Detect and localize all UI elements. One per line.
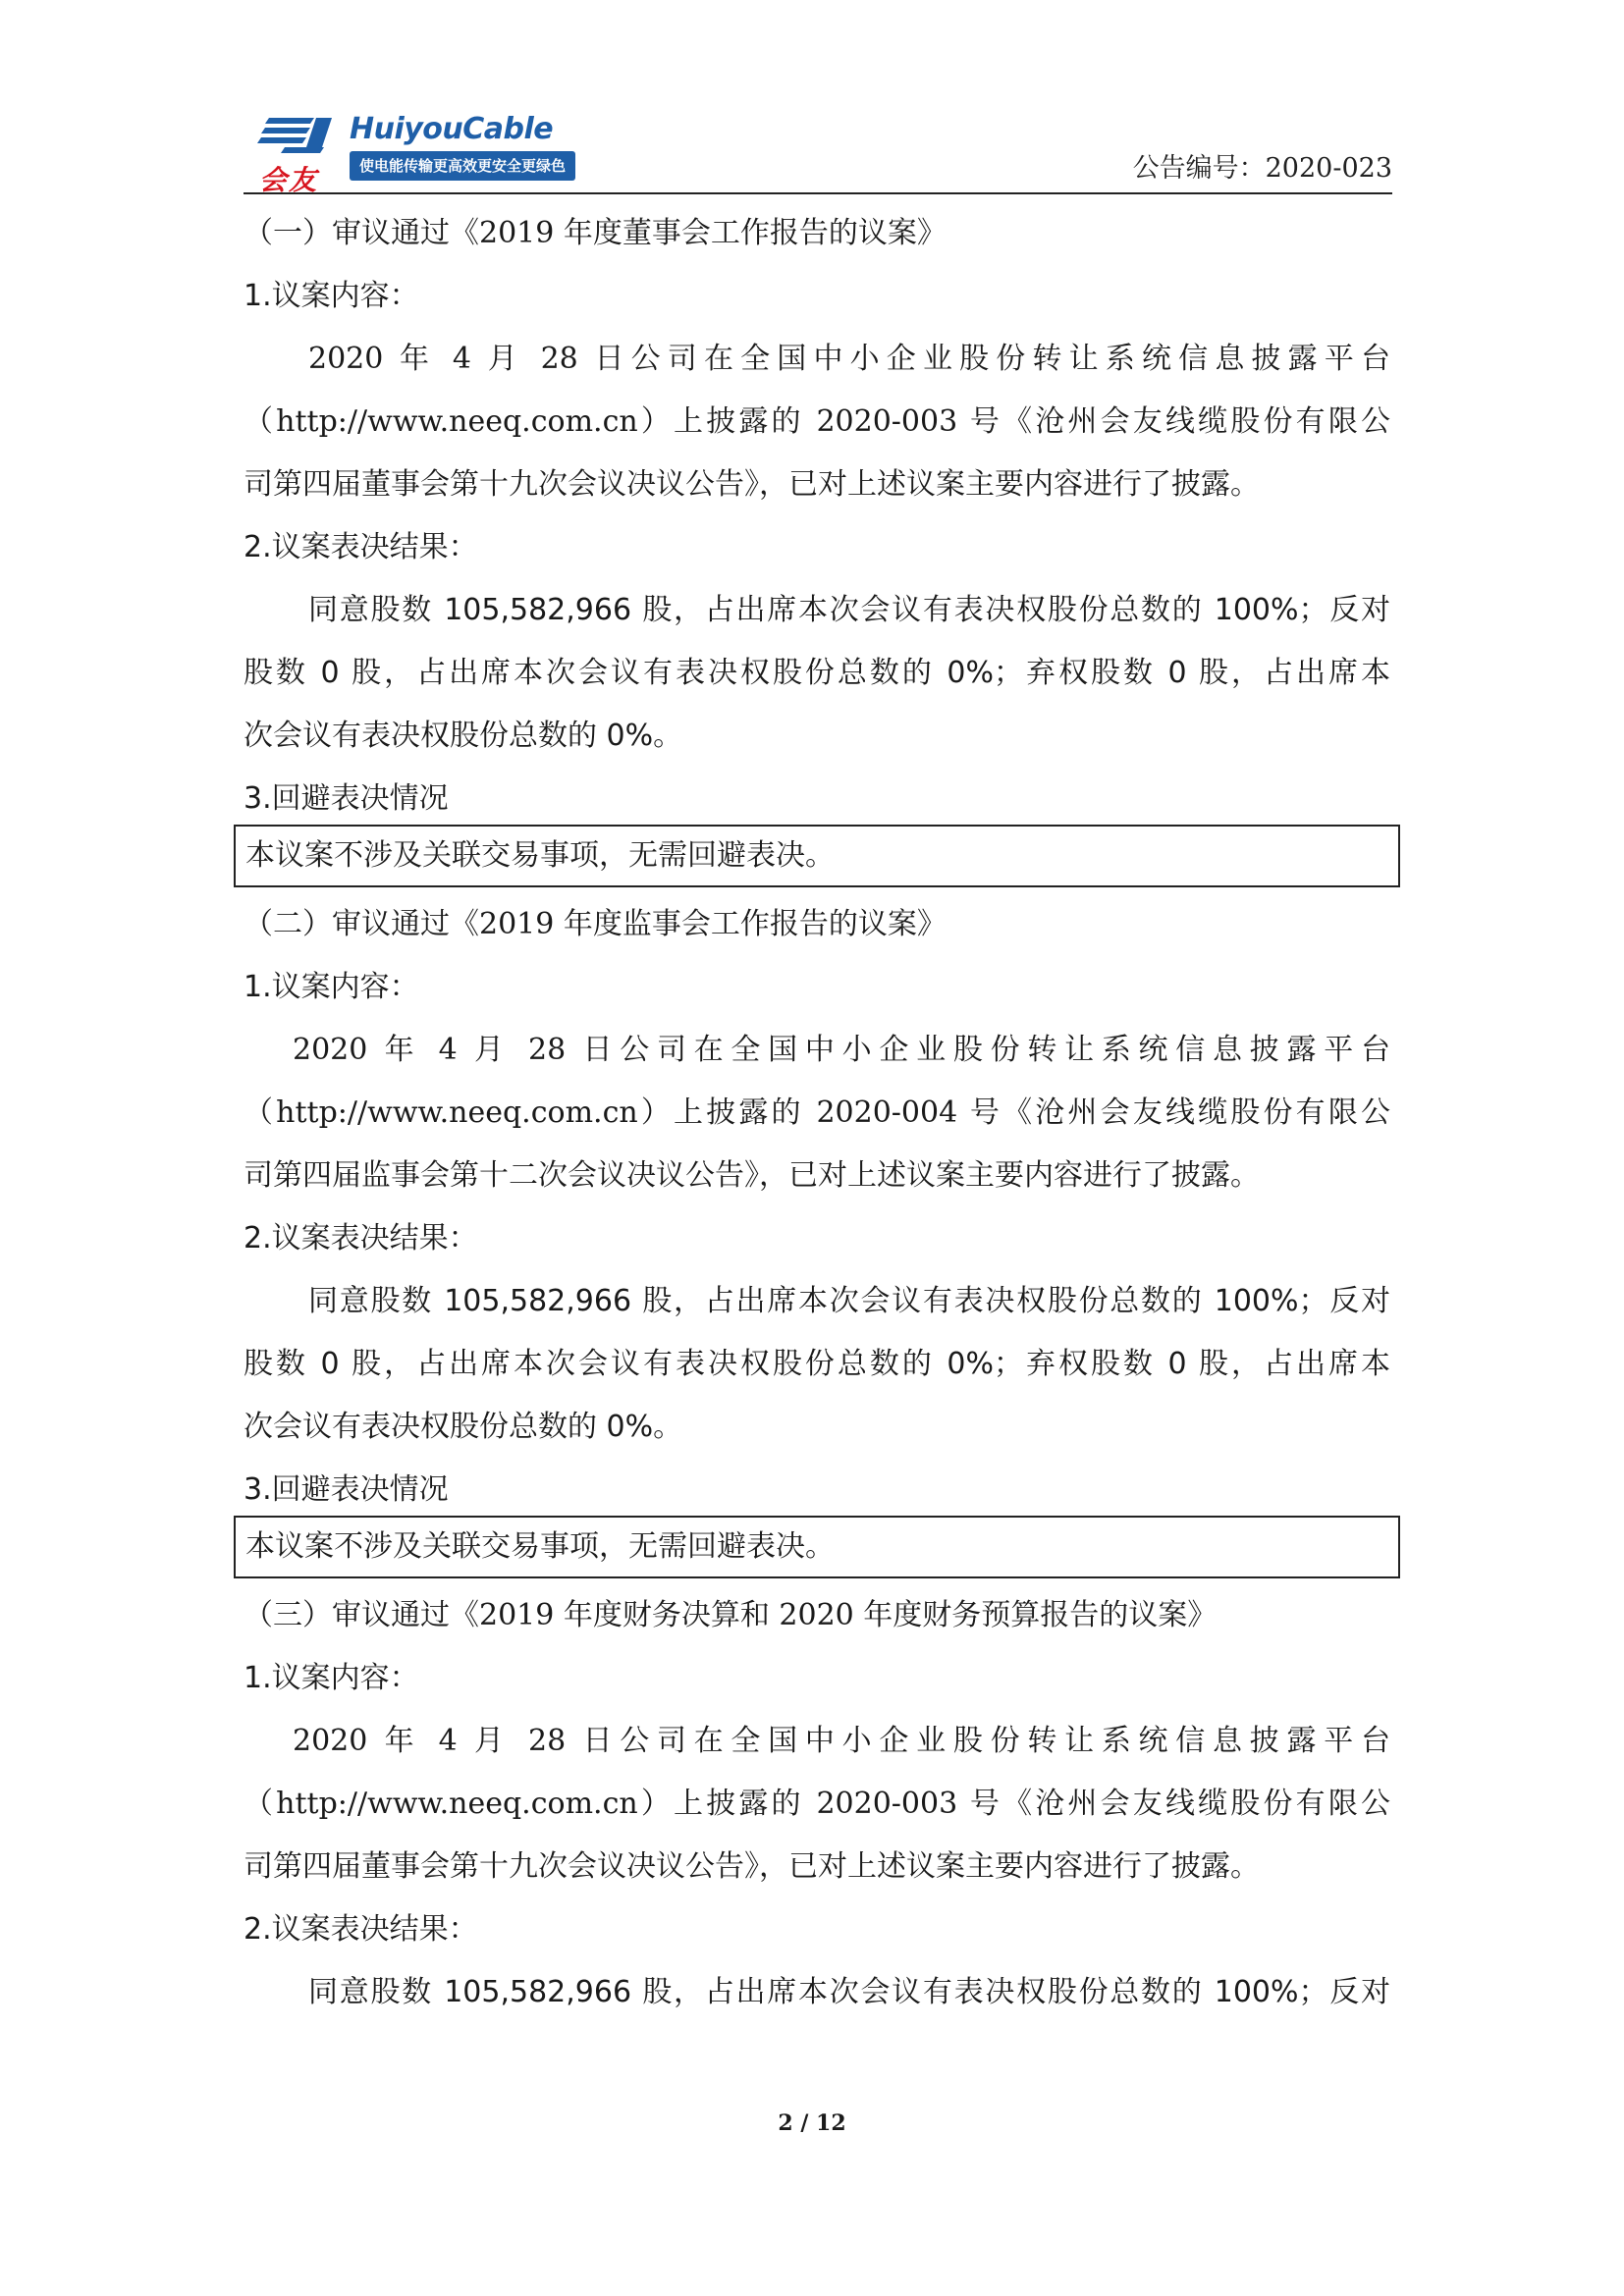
paragraph-line: 同意股数 105,582,966 股，占出席本次会议有表决权股份总数的 100%；反对 [308, 1975, 1390, 2009]
result-label: 2.议案表决结果： [244, 1221, 478, 1255]
announcement-number: 公告编号：2020-023 [1132, 153, 1392, 184]
paragraph-line: 2020 年 4 月 28 日公司在全国中小企业股份转让系统信息披露平台 [293, 1033, 1390, 1067]
paragraph-line: 2020 年 4 月 28 日公司在全国中小企业股份转让系统信息披露平台 [308, 342, 1390, 376]
paragraph-line: 股数 0 股，占出席本次会议有表决权股份总数的 0%；弃权股数 0 股，占出席本 [244, 656, 1390, 690]
section-title: （一）审议通过《2019 年度董事会工作报告的议案》 [244, 216, 947, 250]
avoid-label: 3.回避表决情况 [244, 781, 449, 816]
company-logo [255, 112, 569, 196]
page-number: 2 / 12 [778, 2110, 846, 2136]
paragraph-line: 司第四届董事会第十九次会议决议公告》，已对上述议案主要内容进行了披露。 [244, 1849, 1260, 1884]
paragraph-line: （http://www.neeq.com.cn）上披露的 2020-004 号《沧州会友线缆股份有限公 [244, 1095, 1390, 1130]
paragraph-line: （http://www.neeq.com.cn）上披露的 2020-003 号《沧州会友线缆股份有限公 [244, 1787, 1390, 1821]
paragraph-line: 股数 0 股，占出席本次会议有表决权股份总数的 0%；弃权股数 0 股，占出席本 [244, 1347, 1390, 1381]
avoid-statement-box: 本议案不涉及关联交易事项，无需回避表决。 [234, 825, 1400, 887]
logo-slogan: 使电能传输更高效更安全更绿色 [350, 151, 575, 181]
content-label: 1.议案内容： [244, 279, 419, 313]
paragraph-line: （http://www.neeq.com.cn）上披露的 2020-003 号《沧州会友线缆股份有限公 [244, 404, 1390, 439]
result-label: 2.议案表决结果： [244, 530, 478, 564]
section-title: （三）审议通过《2019 年度财务决算和 2020 年度财务预算报告的议案》 [244, 1598, 1218, 1632]
paragraph-line: 同意股数 105,582,966 股，占出席本次会议有表决权股份总数的 100%；反对 [308, 1284, 1390, 1318]
paragraph-line: 司第四届董事会第十九次会议决议公告》，已对上述议案主要内容进行了披露。 [244, 467, 1260, 502]
paragraph-line: 同意股数 105,582,966 股，占出席本次会议有表决权股份总数的 100%；反对 [308, 593, 1390, 627]
logo-english-name: HuiyouCable [350, 112, 554, 146]
avoid-statement-box: 本议案不涉及关联交易事项，无需回避表决。 [234, 1516, 1400, 1578]
content-label: 1.议案内容： [244, 970, 419, 1004]
paragraph-line: 次会议有表决权股份总数的 0%。 [244, 719, 683, 753]
paragraph-line: 2020 年 4 月 28 日公司在全国中小企业股份转让系统信息披露平台 [293, 1724, 1390, 1758]
page-header [244, 110, 1392, 194]
paragraph-line: 司第四届监事会第十二次会议决议公告》，已对上述议案主要内容进行了披露。 [244, 1158, 1260, 1193]
logo-chinese-name: 会友 [259, 164, 319, 196]
paragraph-line: 次会议有表决权股份总数的 0%。 [244, 1410, 683, 1444]
result-label: 2.议案表决结果： [244, 1912, 478, 1947]
content-label: 1.议案内容： [244, 1661, 419, 1695]
section-title: （二）审议通过《2019 年度监事会工作报告的议案》 [244, 907, 947, 941]
avoid-label: 3.回避表决情况 [244, 1472, 449, 1507]
